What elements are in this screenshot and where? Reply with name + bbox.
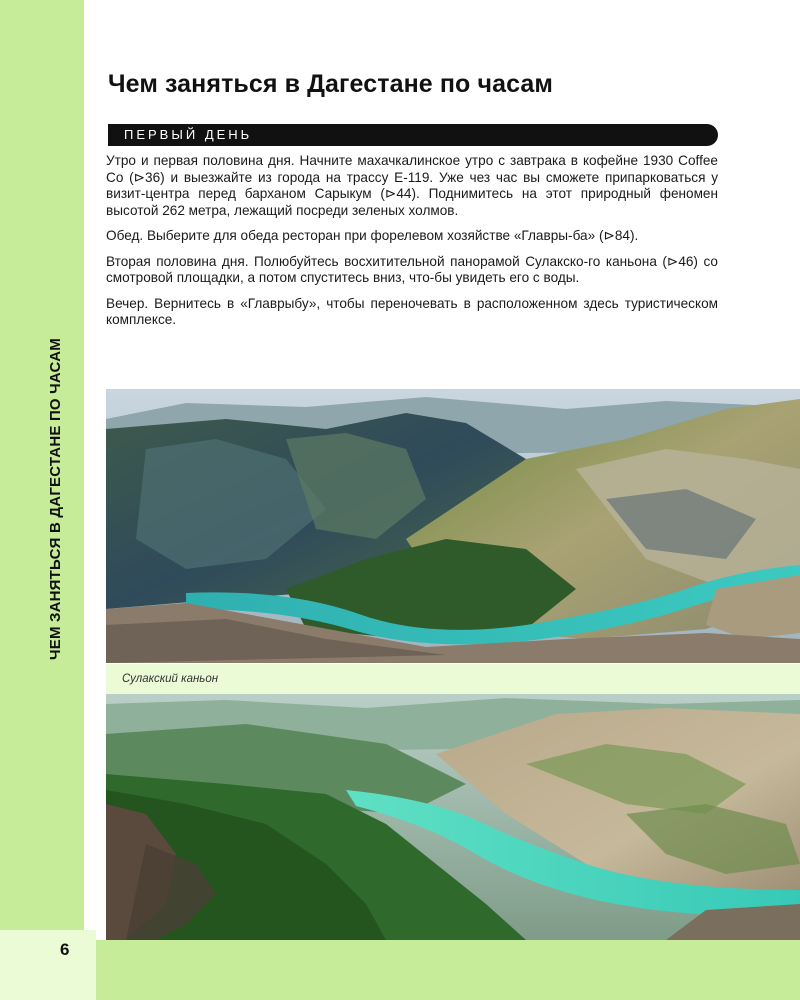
side-band [0, 0, 84, 930]
page-number-box [0, 930, 96, 1000]
bottom-band [96, 940, 800, 1000]
paragraph-morning: Утро и первая половина дня. Начните махачкалинское утро с завтрака в кофейне 1930 Coffee Co (⊳36) и выезжайте из города на трассу Е-119. Уже чез час вы сможете припарковаться у визит-центра перед барханом Сарыкум (⊳44). Поднимитесь на этот природный феномен высотой 262 метра, лежащий посреди зеленых холмов. [106, 153, 718, 218]
canyon-photo-top [106, 389, 800, 663]
section-header-bar [108, 124, 718, 146]
paragraph-afternoon: Вторая половина дня. Полюбуйтесь восхитительной панорамой Сулакско-го каньона (⊳46) со смотровой площадки, а потом спуститесь вниз, что-бы увидеть его с воды. [106, 253, 718, 285]
caption-strip [106, 664, 800, 694]
paragraph-evening: Вечер. Вернитесь в «Главрыбу», чтобы переночевать в расположенном здесь туристическом комплексе. [106, 295, 718, 327]
photo-caption: Сулакский каньон [122, 673, 219, 685]
page-number: 6 [60, 940, 70, 959]
sidebar-title: ЧЕМ ЗАНЯТЬСЯ В ДАГЕСТАНЕ ПО ЧАСАМ [47, 338, 64, 660]
page-title: Чем заняться в Дагестане по часам [108, 70, 553, 98]
canyon-photo-bottom [106, 694, 800, 940]
body-text [106, 153, 718, 338]
paragraph-lunch: Обед. Выберите для обеда ресторан при форелевом хозяйстве «Главры-ба» (⊳84). [106, 228, 639, 243]
section-label: ПЕРВЫЙ ДЕНЬ [124, 127, 253, 142]
